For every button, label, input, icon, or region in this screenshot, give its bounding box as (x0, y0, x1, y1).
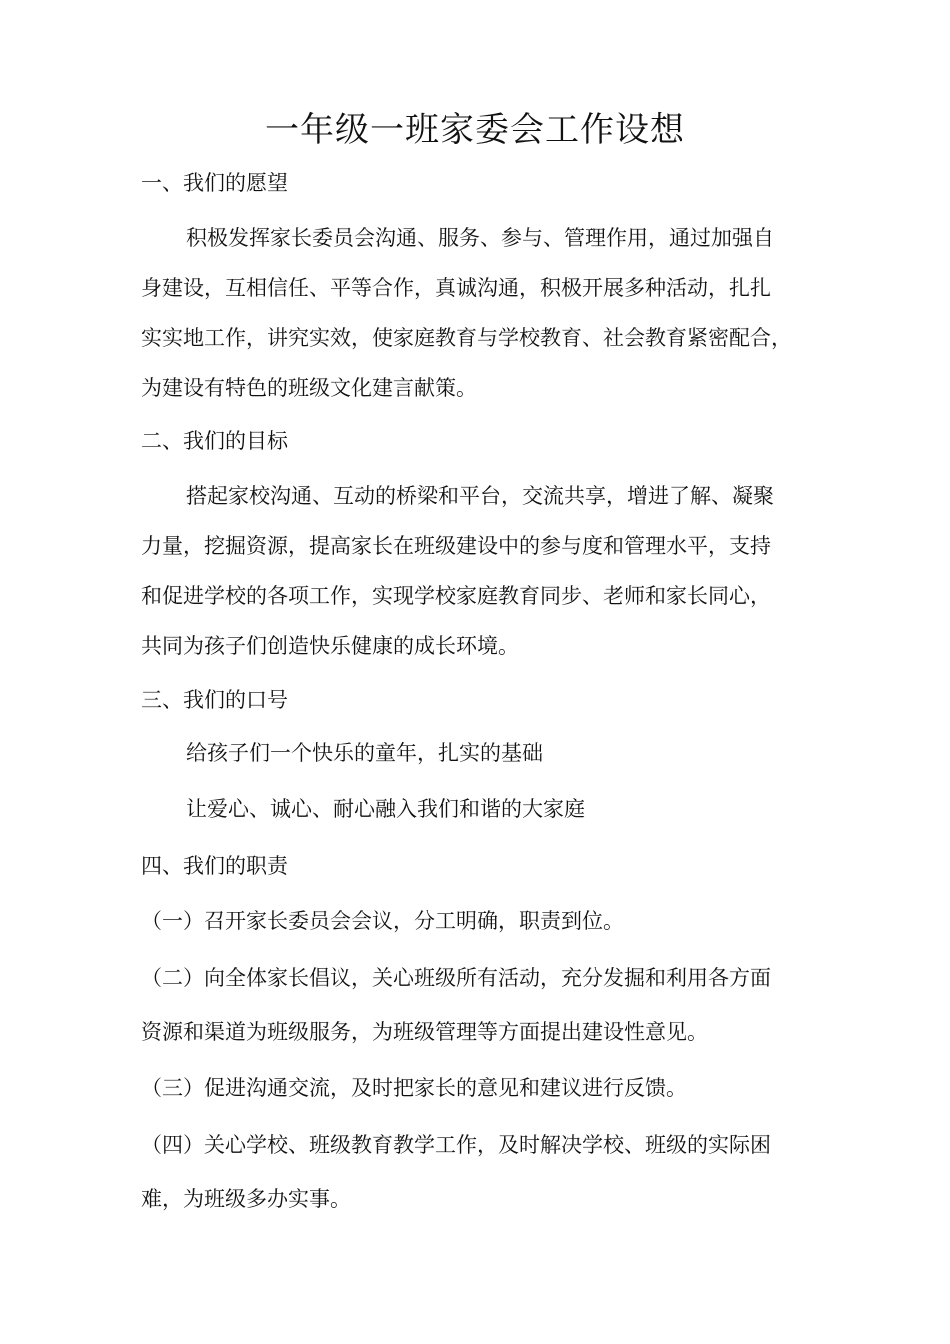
paragraph-line: 搭起家校沟通、互动的桥梁和平台，交流共享，增进了解、凝聚 (186, 484, 774, 508)
section-heading-duties: 四、我们的职责 (141, 854, 288, 878)
paragraph-line: 为建设有特色的班级文化建言献策。 (141, 376, 477, 400)
paragraph-line: 实实地工作，讲究实效，使家庭教育与学校教育、社会教育紧密配合， (141, 326, 792, 350)
section-heading-goals: 二、我们的目标 (141, 429, 288, 453)
duty-item-continuation: 资源和渠道为班级服务，为班级管理等方面提出建设性意见。 (141, 1020, 708, 1044)
paragraph-line: 共同为孩子们创造快乐健康的成长环境。 (141, 634, 519, 658)
slogan-line: 给孩子们一个快乐的童年，扎实的基础 (186, 741, 543, 765)
duty-item: （二）向全体家长倡议，关心班级所有活动，充分发掘和利用各方面 (141, 966, 771, 990)
duty-item: （三）促进沟通交流，及时把家长的意见和建议进行反馈。 (141, 1076, 687, 1100)
section-heading-slogan: 三、我们的口号 (141, 688, 288, 712)
duty-item: （一）召开家长委员会会议，分工明确，职责到位。 (141, 909, 624, 933)
slogan-line: 让爱心、诚心、耐心融入我们和谐的大家庭 (186, 797, 585, 821)
paragraph-line: 身建设，互相信任、平等合作，真诚沟通，积极开展多种活动，扎扎 (141, 276, 771, 300)
duty-item-continuation: 难，为班级多办实事。 (141, 1187, 351, 1211)
document-title: 一年级一班家委会工作设想 (265, 110, 685, 150)
paragraph-line: 力量，挖掘资源，提高家长在班级建设中的参与度和管理水平，支持 (141, 534, 771, 558)
duty-item: （四）关心学校、班级教育教学工作，及时解决学校、班级的实际困 (141, 1133, 771, 1157)
paragraph-line: 积极发挥家长委员会沟通、服务、参与、管理作用，通过加强自 (186, 226, 774, 250)
section-heading-wishes: 一、我们的愿望 (141, 171, 288, 195)
paragraph-line: 和促进学校的各项工作，实现学校家庭教育同步、老师和家长同心， (141, 584, 771, 608)
